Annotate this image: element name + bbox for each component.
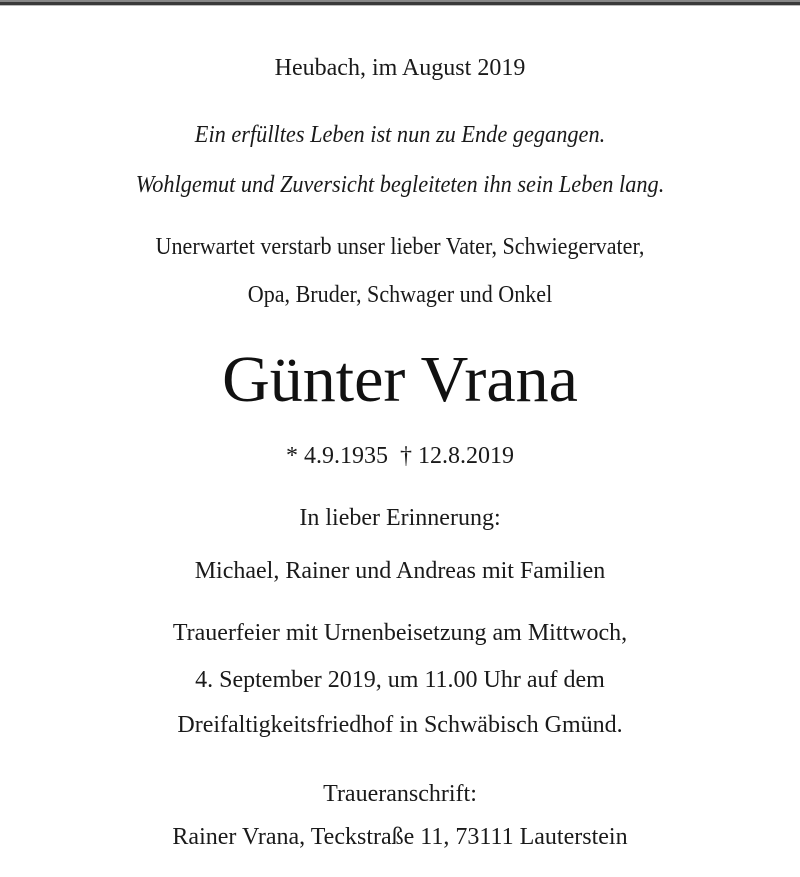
intro-line-1: Unerwartet verstarb unser lieber Vater, Schwiegervater, xyxy=(155,234,645,260)
motto-line-2: Wohlgemut und Zuversicht begleiteten ihn sein Leben lang. xyxy=(135,172,665,198)
motto-line-1: Ein erfülltes Leben ist nun zu Ende gegangen. xyxy=(194,122,606,148)
funeral-line-3: Dreifaltigkeitsfriedhof in Schwäbisch Gmünd. xyxy=(177,712,623,738)
intro-line-2: Opa, Bruder, Schwager und Onkel xyxy=(247,282,553,308)
deceased-name: Günter Vrana xyxy=(222,343,578,416)
address-label: Traueranschrift: xyxy=(323,781,477,807)
top-border-shadow xyxy=(0,5,800,6)
remembrance-label: In lieber Erinnerung: xyxy=(299,505,501,531)
mourners: Michael, Rainer und Andreas mit Familien xyxy=(194,558,606,584)
funeral-line-2: 4. September 2019, um 11.00 Uhr auf dem xyxy=(195,667,605,693)
place-date: Heubach, im August 2019 xyxy=(274,55,526,81)
funeral-line-1: Trauerfeier mit Urnenbeisetzung am Mittwoch, xyxy=(172,620,628,646)
mourning-address: Rainer Vrana, Teckstraße 11, 73111 Lauterstein xyxy=(172,824,628,850)
life-dates: * 4.9.1935 † 12.8.2019 xyxy=(286,443,514,469)
